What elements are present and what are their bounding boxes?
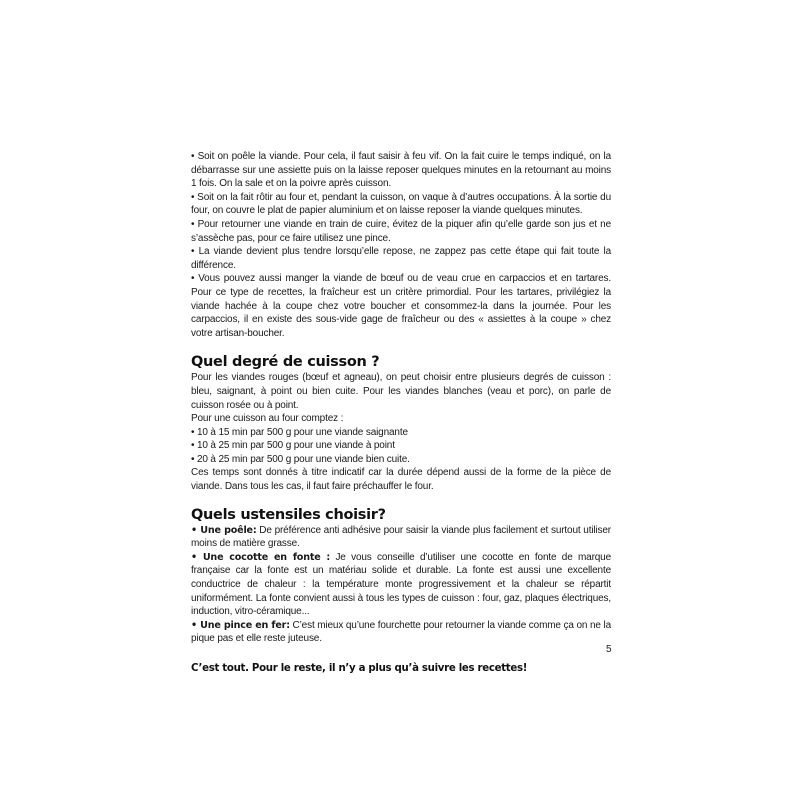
cuisson-intro-line: Pour une cuisson au four comptez : — [191, 413, 344, 425]
intro-paragraph: • Soit on la fait rôtir au four et, pendant la cuisson, on vaque à d’autres occupations. À la sortie du four, on couvre le plat de papier aluminium et on laisse reposer la viande quelques minutes. — [191, 191, 611, 217]
cuisson-paragraph: Pour les viandes rouges (bœuf et agneau), on peut choisir entre plusieurs degrés de cuisson : bleu, saignant, à point ou bien cuite. Pour les viandes blanches (veau et porc), on parle de cuisson rosée ou à point. — [191, 372, 611, 411]
intro-paragraph: • Soit on poêle la viande. Pour cela, il faut saisir à feu vif. On la fait cuire le temps indiqué, on la débarrasse sur une assiette puis on la laisse reposer quelques minutes en la retournant au moins 1 fois. On la sale et on la poivre après cuisson. — [191, 151, 611, 190]
section-heading-cuisson: Quel degré de cuisson ? — [191, 354, 380, 371]
ustensile-item — [191, 619, 611, 646]
page-content — [191, 150, 611, 676]
ustensile-label: Une cocotte en fonte : — [202, 551, 331, 563]
ustensile-bullet: • — [191, 619, 201, 631]
cuisson-list-item: • 10 à 15 min par 500 g pour une viande saignante — [191, 426, 408, 438]
intro-paragraph: • Pour retourner une viande en train de cuire, évitez de la piquer afin qu’elle garde son jus et ne s’assèche pas, pour ce faire utilisez une pince. — [191, 218, 611, 244]
section-heading-ustensiles: Quels ustensiles choisir? — [191, 506, 386, 523]
closing-line: C’est tout. Pour le reste, il n’y a plus qu’à suivre les recettes! — [191, 663, 528, 674]
ustensile-text: Je vous conseille d’utiliser une cocotte en fonte de marque française car la fonte est un matériau solide et durable. La fonte est aussi une excellente conductrice de chaleur : la température monte progressivement et la chaleur se répartit uniformément. La fonte convient aussi à tous les types de cuisson : four, gaz, plaques électriques, induction, vitro-céramique... — [191, 551, 612, 618]
intro-paragraph: • La viande devient plus tendre lorsqu’elle repose, ne zappez pas cette étape qui fait toute la différence. — [191, 246, 611, 271]
ustensile-label: Une pince en fer: — [200, 619, 290, 631]
cuisson-list-item: • 20 à 25 min par 500 g pour une viande bien cuite. — [191, 453, 410, 465]
ustensile-item — [191, 524, 611, 551]
ustensile-item — [191, 551, 611, 619]
ustensile-text: De préférence anti adhésive pour saisir la viande plus facilement et surtout utiliser moins de matière grasse. — [191, 524, 611, 550]
ustensile-bullet: • — [191, 524, 201, 536]
cuisson-list-item: • 10 à 25 min par 500 g pour une viande à point — [191, 440, 395, 452]
page-number: 5 — [606, 644, 612, 655]
ustensile-label: Une poêle: — [200, 524, 257, 536]
intro-paragraph: • Vous pouvez aussi manger la viande de bœuf ou de veau crue en carpaccios et en tartares. Pour ce type de recettes, la fraîcheur est un critère primordial. Pour les tartares, privilégiez la viande hachée à la coupe chez votre boucher et consommez-la dans la journée. Pour les carpaccios, il en existe des sous-vide gage de fraîcheur ou des « assiettes à la coupe » chez votre artisan-boucher. — [191, 273, 611, 339]
ustensile-text: C’est mieux qu’une fourchette pour retourner la viande comme ça on ne la pique pas et elle reste juteuse. — [191, 619, 611, 645]
cuisson-note: Ces temps sont donnés à titre indicatif car la durée dépend aussi de la forme de la pièce de viande. Dans tous les cas, il faut faire préchauffer le four. — [191, 467, 611, 493]
ustensile-bullet: • — [191, 551, 203, 563]
